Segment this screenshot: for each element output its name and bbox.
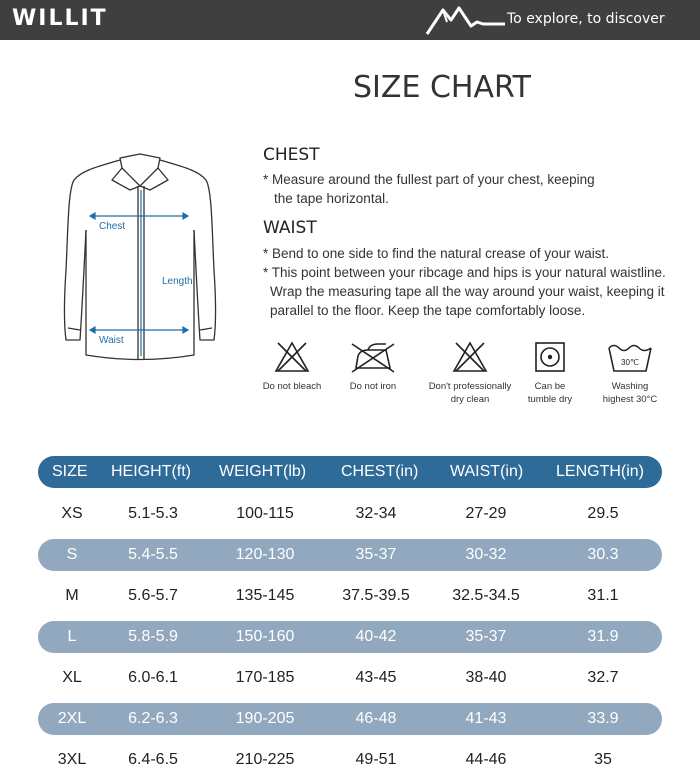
col-header-chest: CHEST(in): [341, 463, 419, 480]
waist-instruction-2: * This point between your ribcage and hips is your natural waistline.: [263, 265, 666, 280]
size-table-header: [38, 456, 662, 488]
table-cell: 35-37: [465, 628, 507, 645]
table-cell: 5.6-5.7: [128, 587, 178, 604]
table-cell: 31.9: [587, 628, 619, 645]
care-label-5a: Washing: [611, 381, 649, 392]
table-cell: 33.9: [587, 710, 619, 727]
table-cell: 5.8-5.9: [128, 628, 178, 645]
col-header-waist: WAIST(in): [450, 463, 524, 480]
table-cell: 46-48: [355, 710, 397, 727]
care-label-4b: tumble dry: [527, 394, 573, 405]
table-cell: XS: [61, 505, 83, 522]
table-row: [38, 498, 662, 530]
table-cell: 43-45: [355, 669, 397, 686]
col-header-height: HEIGHT(ft): [111, 463, 191, 480]
table-row: [38, 580, 662, 612]
chest-instruction-2: the tape horizontal.: [274, 191, 389, 206]
table-cell: 44-46: [465, 751, 507, 768]
table-cell: 170-185: [235, 669, 295, 686]
length-label: Length: [162, 276, 193, 287]
care-label-3a: Don't professionally: [428, 381, 512, 392]
table-cell: 210-225: [235, 751, 295, 768]
waist-instruction-3: Wrap the measuring tape all the way around your waist, keeping it: [270, 284, 665, 299]
table-cell: 150-160: [235, 628, 295, 645]
care-tumble-dry: [520, 340, 580, 406]
table-cell: 2XL: [57, 710, 87, 727]
table-cell: 6.0-6.1: [128, 669, 178, 686]
table-cell: 31.1: [587, 587, 619, 604]
chest-label: Chest: [99, 221, 126, 232]
table-cell: 135-145: [235, 587, 295, 604]
table-cell: S: [66, 546, 78, 563]
table-cell: 27-29: [465, 505, 507, 522]
table-cell: 41-43: [465, 710, 507, 727]
col-header-weight: WEIGHT(lb): [219, 463, 307, 480]
table-cell: 5.4-5.5: [128, 546, 178, 563]
chest-instruction-1: * Measure around the fullest part of your chest, keeping: [263, 172, 595, 187]
table-cell: 5.1-5.3: [128, 505, 178, 522]
care-no-dry-clean: [425, 340, 515, 406]
care-do-not-iron: [337, 340, 409, 393]
tumble-dry-icon: [533, 340, 567, 374]
table-cell: 6.2-6.3: [128, 710, 178, 727]
table-cell: 32-34: [355, 505, 397, 522]
care-label-5b: highest 30°C: [602, 394, 658, 405]
table-cell: 30-32: [465, 546, 507, 563]
brand-logo: WILLIT: [12, 6, 108, 31]
care-label-4a: Can be: [534, 381, 566, 392]
waist-label: Waist: [99, 335, 124, 346]
table-row: [38, 703, 662, 735]
table-row: [38, 662, 662, 694]
care-label-1: Do not bleach: [262, 381, 322, 392]
table-cell: 49-51: [355, 751, 397, 768]
care-do-not-bleach: [256, 340, 328, 393]
table-cell: 32.5-34.5: [452, 587, 520, 604]
wash-temp-badge: 30℃: [621, 358, 639, 367]
table-cell: 190-205: [235, 710, 295, 727]
waist-instruction-1: * Bend to one side to find the natural crease of your waist.: [263, 246, 609, 261]
waist-instruction-4: parallel to the floor. Keep the tape comfortably loose.: [270, 303, 586, 318]
table-cell: 40-42: [355, 628, 397, 645]
table-cell: XL: [62, 669, 82, 686]
table-row: [38, 744, 662, 776]
table-cell: 120-130: [235, 546, 295, 563]
table-cell: 100-115: [236, 505, 294, 522]
mountain-logo-icon: [425, 4, 507, 36]
no-dry-clean-icon: [451, 340, 489, 374]
table-cell: 6.4-6.5: [128, 751, 178, 768]
table-cell: 37.5-39.5: [342, 587, 410, 604]
table-cell: 35-37: [355, 546, 397, 563]
table-cell: 3XL: [57, 751, 87, 768]
wash-30-icon: [606, 340, 654, 374]
top-banner: [0, 0, 700, 40]
no-iron-icon: [348, 340, 398, 374]
table-row: [38, 539, 662, 571]
table-cell: 30.3: [587, 546, 619, 563]
table-cell: 35: [594, 751, 612, 768]
care-label-2: Do not iron: [349, 381, 397, 392]
care-label-3b: dry clean: [450, 394, 490, 405]
no-bleach-icon: [273, 340, 311, 374]
table-cell: 29.5: [587, 505, 619, 522]
waist-heading: WAIST: [263, 218, 317, 238]
table-cell: L: [67, 628, 77, 645]
col-header-length: LENGTH(in): [556, 463, 645, 480]
table-cell: 38-40: [465, 669, 507, 686]
chest-heading: CHEST: [263, 145, 320, 165]
table-cell: 32.7: [587, 669, 619, 686]
page-title: SIZE CHART: [353, 70, 531, 105]
tagline: To explore, to discover: [507, 11, 665, 27]
col-header-size: SIZE: [52, 463, 88, 480]
care-washing: [595, 340, 665, 406]
shirt-diagram: [60, 150, 220, 365]
table-row: [38, 621, 662, 653]
table-cell: M: [65, 587, 79, 604]
